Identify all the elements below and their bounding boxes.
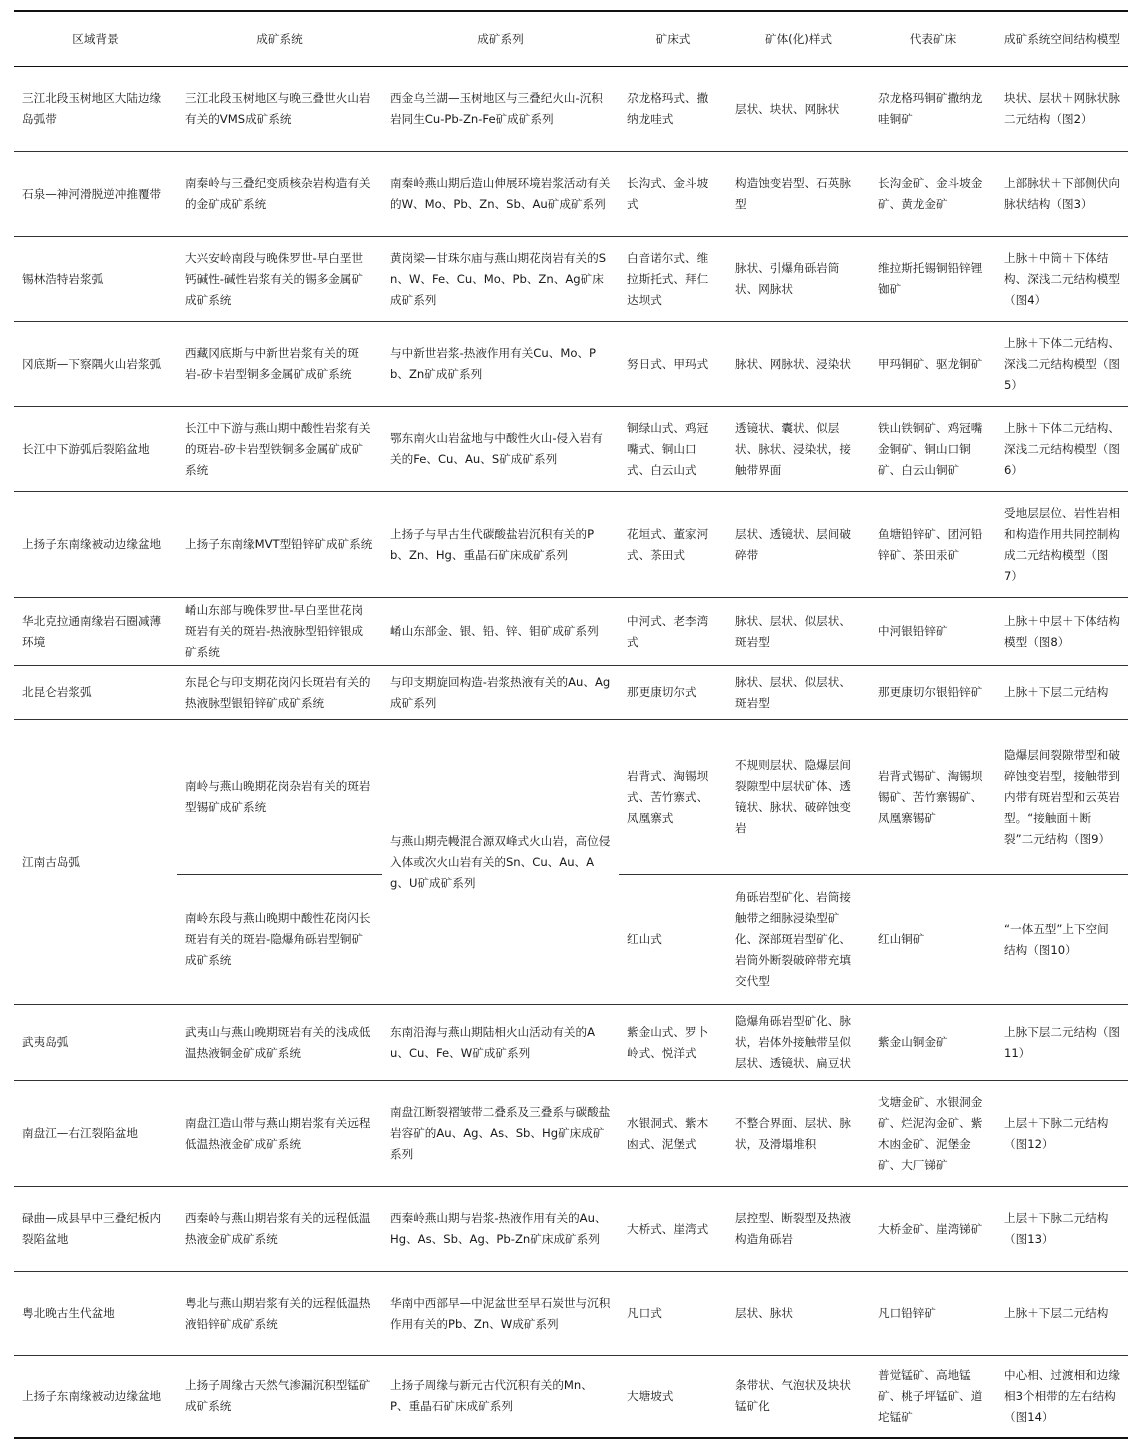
cell-system: 上扬子东南缘MVT型铅锌矿成矿系统 — [177, 492, 382, 598]
cell-ore-style: 构造蚀变岩型、石英脉型 — [727, 152, 870, 237]
cell-deposit-type: 凡口式 — [619, 1272, 727, 1356]
cell-series: 东南沿海与燕山期陆相火山活动有关的Au、Cu、Fe、W矿成矿系列 — [382, 1005, 619, 1081]
cell-series: 与燕山期壳幔混合源双峰式火山岩，高位侵入体或次火山岩有关的Sn、Cu、Au、Ag、U矿成矿系列 — [382, 720, 619, 1005]
table-row — [14, 1272, 1128, 1356]
cell-model: 上脉＋下层二元结构 — [996, 1272, 1128, 1356]
cell-system: 长江中下游与燕山期中酸性岩浆有关的斑岩-矽卡岩型铁铜多金属矿成矿系统 — [177, 407, 382, 492]
cell-region: 长江中下游弧后裂陷盆地 — [14, 407, 177, 492]
cell-model: 上层＋下脉二元结构（图13） — [996, 1187, 1128, 1272]
cell-series: 与中新世岩浆-热液作用有关Cu、Mo、Pb、Zn矿成矿系列 — [382, 322, 619, 407]
cell-model: 上脉下层二元结构（图11） — [996, 1005, 1128, 1081]
cell-ore-style: 透镜状、囊状、似层状、脉状、浸染状，接触带界面 — [727, 407, 870, 492]
cell-ore-style: 角砾岩型矿化、岩筒接触带之细脉浸染型矿化、深部斑岩型矿化、岩筒外断裂破碎带充填交代型 — [727, 875, 870, 1005]
cell-region: 武夷岛弧 — [14, 1005, 177, 1081]
cell-representative: 岩背式锡矿、淘锡坝锡矿、苦竹寨锡矿、凤凰寨锡矿 — [870, 720, 996, 875]
cell-ore-style: 不整合界面、层状、脉状，及滑塌堆积 — [727, 1081, 870, 1187]
cell-deposit-type: 铜绿山式、鸡冠嘴式、铜山口式、白云山式 — [619, 407, 727, 492]
cell-region: 冈底斯—下察隅火山岩浆弧 — [14, 322, 177, 407]
cell-region: 石泉—神河滑脱逆冲推覆带 — [14, 152, 177, 237]
cell-series: 南秦岭燕山期后造山伸展环境岩浆活动有关的W、Mo、Pb、Zn、Sb、Au矿成矿系列 — [382, 152, 619, 237]
cell-region: 粤北晚古生代盆地 — [14, 1272, 177, 1356]
cell-representative: 甲玛铜矿、驱龙铜矿 — [870, 322, 996, 407]
header-ore-style: 矿体(化)样式 — [727, 11, 870, 67]
cell-model: 上层＋下脉二元结构（图12） — [996, 1081, 1128, 1187]
cell-region: 华北克拉通南缘岩石圈减薄环境 — [14, 598, 177, 666]
table-row — [14, 720, 1128, 875]
cell-system: 上扬子周缘古天然气渗漏沉积型锰矿成矿系统 — [177, 1356, 382, 1438]
table-row — [14, 407, 1128, 492]
cell-representative: 长沟金矿、金斗坡金矿、黄龙金矿 — [870, 152, 996, 237]
cell-series: 上扬子与早古生代碳酸盐岩沉积有关的Pb、Zn、Hg、重晶石矿床成矿系列 — [382, 492, 619, 598]
cell-region: 江南古岛弧 — [14, 720, 177, 1005]
cell-system: 崤山东部与晚侏罗世-早白垩世花岗斑岩有关的斑岩-热液脉型铅锌银成矿系统 — [177, 598, 382, 666]
cell-deposit-type: 红山式 — [619, 875, 727, 1005]
cell-representative: 维拉斯托锡铜铅锌锂铷矿 — [870, 237, 996, 322]
cell-region: 上扬子东南缘被动边缘盆地 — [14, 492, 177, 598]
cell-region: 三江北段玉树地区大陆边缘岛弧带 — [14, 67, 177, 152]
cell-model: 受地层层位、岩性岩相和构造作用共同控制构成二元结构模型（图7） — [996, 492, 1128, 598]
cell-ore-style: 脉状、引爆角砾岩筒状、网脉状 — [727, 237, 870, 322]
cell-representative: 紫金山铜金矿 — [870, 1005, 996, 1081]
cell-representative: 大桥金矿、崖湾锑矿 — [870, 1187, 996, 1272]
table-row — [14, 598, 1128, 666]
table-row — [14, 1005, 1128, 1081]
cell-model: 隐爆层间裂隙带型和破碎蚀变岩型，接触带到内带有斑岩型和云英岩型。“接触面＋断裂”二元结构（图9） — [996, 720, 1128, 875]
table-row — [14, 492, 1128, 598]
cell-deposit-type: 大桥式、崖湾式 — [619, 1187, 727, 1272]
cell-deposit-type: 水银洞式、紫木凼式、泥堡式 — [619, 1081, 727, 1187]
cell-region: 北昆仑岩浆弧 — [14, 666, 177, 720]
cell-representative: 普觉锰矿、高地锰矿、桃子坪锰矿、道坨锰矿 — [870, 1356, 996, 1438]
cell-series: 西秦岭燕山期与岩浆-热液作用有关的Au、Hg、As、Sb、Ag、Pb-Zn矿床成矿系列 — [382, 1187, 619, 1272]
cell-model: 上脉＋下体二元结构、深浅二元结构模型（图5） — [996, 322, 1128, 407]
cell-system: 南岭东段与燕山晚期中酸性花岗闪长斑岩有关的斑岩-隐爆角砾岩型铜矿成矿系统 — [177, 875, 382, 1005]
cell-model: 上部脉状＋下部侧伏向脉状结构（图3） — [996, 152, 1128, 237]
cell-system: 武夷山与燕山晚期斑岩有关的浅成低温热液铜金矿成矿系统 — [177, 1005, 382, 1081]
cell-system: 南岭与燕山晚期花岗杂岩有关的斑岩型锡矿成矿系统 — [177, 720, 382, 875]
table-row — [14, 1187, 1128, 1272]
cell-model: 上脉＋中层＋下体结构模型（图8） — [996, 598, 1128, 666]
header-region: 区域背景 — [14, 11, 177, 67]
cell-representative: 红山铜矿 — [870, 875, 996, 1005]
table-row — [14, 322, 1128, 407]
cell-ore-style: 层状、脉状 — [727, 1272, 870, 1356]
header-deposit-type: 矿床式 — [619, 11, 727, 67]
cell-model: 上脉＋下层二元结构 — [996, 666, 1128, 720]
cell-model: 上脉＋中筒＋下体结构、深浅二元结构模型（图4） — [996, 237, 1128, 322]
cell-deposit-type: 白音诺尔式、维拉斯托式、拜仁达坝式 — [619, 237, 727, 322]
cell-system: 东昆仑与印支期花岗闪长斑岩有关的热液脉型银铅锌矿成矿系统 — [177, 666, 382, 720]
cell-representative: 铁山铁铜矿、鸡冠嘴金铜矿、铜山口铜矿、白云山铜矿 — [870, 407, 996, 492]
cell-representative: 鱼塘铅锌矿、团河铅锌矿、茶田汞矿 — [870, 492, 996, 598]
cell-model: “一体五型”上下空间结构（图10） — [996, 875, 1128, 1005]
cell-deposit-type: 岩背式、淘锡坝式、苦竹寨式、凤凰寨式 — [619, 720, 727, 875]
cell-region: 上扬子东南缘被动边缘盆地 — [14, 1356, 177, 1438]
cell-representative: 戈塘金矿、水银洞金矿、烂泥沟金矿、紫木凼金矿、泥堡金矿、大厂锑矿 — [870, 1081, 996, 1187]
cell-representative: 中河银铅锌矿 — [870, 598, 996, 666]
cell-deposit-type: 中河式、老李湾式 — [619, 598, 727, 666]
cell-series: 鄂东南火山岩盆地与中酸性火山-侵入岩有关的Fe、Cu、Au、S矿成矿系列 — [382, 407, 619, 492]
header-representative: 代表矿床 — [870, 11, 996, 67]
cell-representative: 尕龙格玛铜矿撒纳龙哇铜矿 — [870, 67, 996, 152]
cell-deposit-type: 大塘坡式 — [619, 1356, 727, 1438]
cell-ore-style: 条带状、气泡状及块状锰矿化 — [727, 1356, 870, 1438]
cell-series: 南盘江断裂褶皱带二叠系及三叠系与碳酸盐岩容矿的Au、Ag、As、Sb、Hg矿床成矿系列 — [382, 1081, 619, 1187]
cell-region: 南盘江—右江裂陷盆地 — [14, 1081, 177, 1187]
cell-ore-style: 层控型、断裂型及热液构造角砾岩 — [727, 1187, 870, 1272]
cell-deposit-type: 花垣式、董家河式、茶田式 — [619, 492, 727, 598]
cell-deposit-type: 努日式、甲玛式 — [619, 322, 727, 407]
cell-series: 与印支期旋回构造-岩浆热液有关的Au、Ag成矿系列 — [382, 666, 619, 720]
cell-representative: 凡口铅锌矿 — [870, 1272, 996, 1356]
cell-series: 华南中西部早—中泥盆世至早石炭世与沉积作用有关的Pb、Zn、W成矿系列 — [382, 1272, 619, 1356]
cell-deposit-type: 紫金山式、罗卜岭式、悦洋式 — [619, 1005, 727, 1081]
cell-deposit-type: 那更康切尔式 — [619, 666, 727, 720]
cell-series: 崤山东部金、银、铅、锌、钼矿成矿系列 — [382, 598, 619, 666]
table-row — [14, 1081, 1128, 1187]
cell-deposit-type: 尕龙格玛式、撒纳龙哇式 — [619, 67, 727, 152]
cell-model: 上脉＋下体二元结构、深浅二元结构模型（图6） — [996, 407, 1128, 492]
cell-deposit-type: 长沟式、金斗坡式 — [619, 152, 727, 237]
cell-system: 西秦岭与燕山期岩浆有关的远程低温热液金矿成矿系统 — [177, 1187, 382, 1272]
cell-ore-style: 脉状、层状、似层状、斑岩型 — [727, 666, 870, 720]
cell-system: 三江北段玉树地区与晚三叠世火山岩有关的VMS成矿系统 — [177, 67, 382, 152]
table-row — [14, 152, 1128, 237]
table-row — [14, 1356, 1128, 1438]
cell-region: 碌曲—成县早中三叠纪板内裂陷盆地 — [14, 1187, 177, 1272]
header-row — [14, 11, 1128, 67]
cell-system: 粤北与燕山期岩浆有关的远程低温热液铅锌矿成矿系统 — [177, 1272, 382, 1356]
header-system: 成矿系统 — [177, 11, 382, 67]
cell-ore-style: 层状、块状、网脉状 — [727, 67, 870, 152]
table-row — [14, 666, 1128, 720]
cell-ore-style: 不规则层状、隐爆层间裂隙型中层状矿体、透镜状、脉状、破碎蚀变岩 — [727, 720, 870, 875]
cell-series: 西金乌兰湖—玉树地区与三叠纪火山-沉积岩同生Cu-Pb-Zn-Fe矿成矿系列 — [382, 67, 619, 152]
cell-ore-style: 脉状、网脉状、浸染状 — [727, 322, 870, 407]
header-series: 成矿系列 — [382, 11, 619, 67]
cell-system: 西藏冈底斯与中新世岩浆有关的斑岩-矽卡岩型铜多金属矿成矿系统 — [177, 322, 382, 407]
cell-region: 锡林浩特岩浆弧 — [14, 237, 177, 322]
cell-system: 南盘江造山带与燕山期岩浆有关远程低温热液金矿成矿系统 — [177, 1081, 382, 1187]
cell-series: 黄岗梁—甘珠尔庙与燕山期花岗岩有关的Sn、W、Fe、Cu、Mo、Pb、Zn、Ag矿床成矿系列 — [382, 237, 619, 322]
table-row — [14, 67, 1128, 152]
cell-ore-style: 层状、透镜状、层间破碎带 — [727, 492, 870, 598]
cell-system: 南秦岭与三叠纪变质核杂岩构造有关的金矿成矿系统 — [177, 152, 382, 237]
cell-ore-style: 隐爆角砾岩型矿化、脉状，岩体外接触带呈似层状、透镜状、扁豆状 — [727, 1005, 870, 1081]
cell-ore-style: 脉状、层状、似层状、斑岩型 — [727, 598, 870, 666]
header-model: 成矿系统空间结构模型 — [996, 11, 1128, 67]
cell-system: 大兴安岭南段与晚侏罗世-早白垩世钙碱性-碱性岩浆有关的锡多金属矿成矿系统 — [177, 237, 382, 322]
cell-model: 块状、层状＋网脉状脉二元结构（图2） — [996, 67, 1128, 152]
cell-model: 中心相、过渡相和边缘相3个相带的左右结构（图14） — [996, 1356, 1128, 1438]
cell-representative: 那更康切尔银铅锌矿 — [870, 666, 996, 720]
table-container — [14, 10, 1128, 1439]
table-row — [14, 237, 1128, 322]
mineralization-table — [14, 10, 1128, 1439]
cell-series: 上扬子周缘与新元古代沉积有关的Mn、P、重晶石矿床成矿系列 — [382, 1356, 619, 1438]
